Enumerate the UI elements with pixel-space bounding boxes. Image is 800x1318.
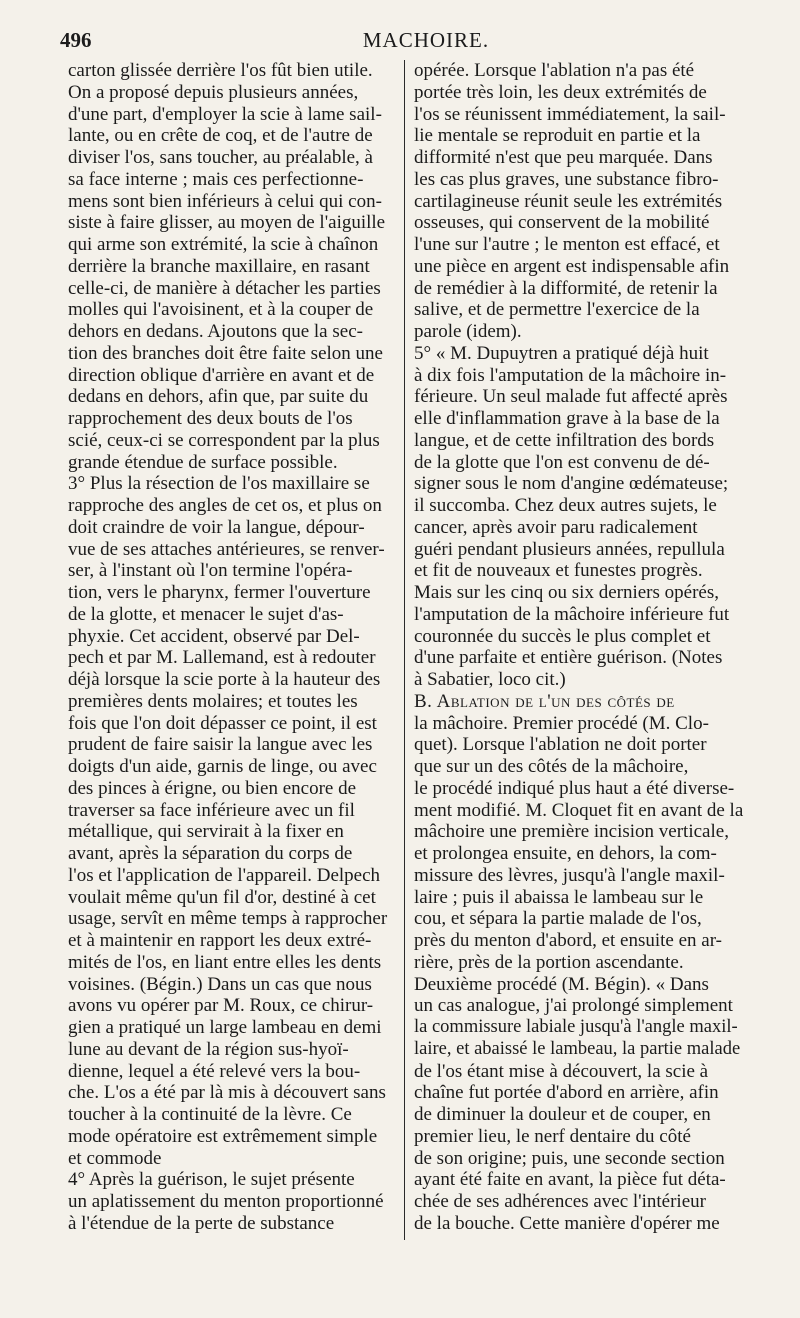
- text-line: portée très loin, les deux extrémités de: [414, 81, 707, 103]
- column-divider: [404, 60, 405, 1240]
- text-line: ser, à l'instant où l'on termine l'opéra-: [68, 560, 353, 582]
- page-number: 496: [60, 28, 92, 52]
- text-line: opérée. Lorsque l'ablation n'a pas été: [414, 60, 695, 81]
- text-line: On a proposé depuis plusieurs années,: [68, 81, 359, 103]
- text-line: missure des lèvres, jusqu'à l'angle maxil-: [414, 864, 725, 886]
- text-line: lune au devant de la région sus-hyoï-: [68, 1038, 349, 1060]
- text-line: ayant été faite en avant, la pièce fut déta-: [414, 1169, 726, 1191]
- text-line: Mais sur les cinq ou six derniers opérés,: [414, 582, 719, 603]
- text-line: mâchoire une première incision verticale,: [414, 821, 729, 843]
- text-line: rapproche des angles de cet os, et plus on: [68, 495, 382, 516]
- text-line: laire, et abaissé le lambeau, la partie malade: [414, 1038, 741, 1059]
- text-line: rapprochement des deux bouts de l'os: [68, 408, 353, 429]
- text-line: premières dents molaires; et toutes les: [68, 690, 358, 712]
- text-line: osseuses, qui conservent de la mobilité: [414, 212, 710, 234]
- text-line: molles qui l'avoisinent, et à la couper de: [68, 299, 374, 321]
- page-header: [60, 28, 752, 58]
- text-line: cancer, après avoir paru radicalement: [414, 516, 698, 538]
- text-line: tion, vers le pharynx, fermer l'ouverture: [68, 582, 371, 603]
- text-line: d'une parfaite et entière guérison. (Notes: [414, 647, 723, 669]
- text-line: difformité n'est que peu marquée. Dans: [414, 147, 713, 168]
- text-line: voulait même qu'un fil d'or, destiné à cet: [68, 886, 376, 908]
- text-line: guéri pendant plusieurs années, repullula: [414, 538, 725, 560]
- text-line: gien a pratiqué un large lambeau en demi: [68, 1017, 382, 1038]
- text-line: chaîne fut portée d'abord en arrière, afin: [414, 1082, 719, 1104]
- text-line: des pinces à érigne, ou bien encore de: [68, 777, 357, 799]
- text-line: siste à faire glisser, au moyen de l'aiguille: [68, 212, 386, 234]
- text-line: déjà lorsque la scie porte à la hauteur des: [68, 669, 381, 690]
- text-line: toucher à la continuité de la lèvre. Ce: [68, 1104, 352, 1125]
- text-line: derrière la branche maxillaire, en rasant: [68, 255, 370, 277]
- text-line: salive, et de permettre l'exercice de la: [414, 299, 700, 321]
- text-line: voisines. (Bégin.) Dans un cas que nous: [68, 973, 372, 995]
- text-line: une pièce en argent est indispensable afin: [414, 255, 730, 277]
- text-line: lie mentale se reproduit en partie et la: [414, 125, 701, 147]
- text-line: le procédé indiqué plus haut a été diverse-: [414, 777, 735, 799]
- text-line: de la bouche. Cette manière d'opérer me: [414, 1212, 720, 1234]
- text-line: carton glissée derrière l'os fût bien utile.: [68, 60, 373, 81]
- text-line: près du menton d'abord, et ensuite en ar-: [414, 930, 722, 951]
- text-line: signer sous le nom d'angine œdémateuse;: [414, 473, 729, 495]
- text-line: quet). Lorsque l'ablation ne doit porter: [414, 734, 707, 756]
- text-line: mens sont bien inférieurs à celui qui con-: [68, 190, 382, 212]
- text-line: de son origine; puis, une seconde section: [414, 1147, 725, 1169]
- text-line: vue de ses attaches antérieures, se renver-: [68, 538, 385, 560]
- text-line: un aplatissement du menton proportionné: [68, 1191, 384, 1212]
- text-line: dehors en dedans. Ajoutons que la sec-: [68, 321, 363, 342]
- text-line: que sur un des côtés de la mâchoire,: [414, 756, 689, 777]
- text-line: Deuxième procédé (M. Bégin). « Dans: [414, 973, 709, 995]
- text-line: sa face interne ; mais ces perfectionne-: [68, 168, 364, 190]
- text-line: l'os se réunissent immédiatement, la sail-: [414, 103, 726, 125]
- right-column: [414, 60, 744, 1235]
- text-line: l'une sur l'autre ; le menton est effacé, et: [414, 234, 720, 255]
- text-line: un cas analogue, j'ai prolongé simplement: [414, 995, 733, 1017]
- text-line: pech et par M. Lallemand, est à redouter: [68, 647, 376, 669]
- text-line: parole (idem).: [414, 321, 522, 342]
- text-line: rière, près de la portion ascendante.: [414, 951, 684, 973]
- text-line: la mâchoire. Premier procédé (M. Clo-: [414, 712, 709, 734]
- text-line: la commissure labiale jusqu'à l'angle maxil-: [414, 1017, 738, 1037]
- text-line: direction oblique d'arrière en avant et de: [68, 364, 375, 386]
- text-line: férieure. Un seul malade fut affecté après: [414, 386, 728, 408]
- text-line: mités de l'os, en liant entre elles les dents: [68, 951, 382, 973]
- text-line: l'os et l'application de l'appareil. Delpech: [68, 864, 381, 886]
- text-line: et commode: [68, 1147, 162, 1169]
- text-line: et à maintenir en rapport les deux extré-: [68, 930, 372, 951]
- text-line: scié, ceux-ci se correspondent par la plus: [68, 429, 380, 451]
- text-line: lante, ou en crête de coq, et de l'autre de: [68, 125, 373, 147]
- text-line: grande étendue de surface possible.: [68, 451, 338, 473]
- text-line: che. L'os a été par là mis à découvert sans: [68, 1082, 386, 1104]
- text-line: l'amputation de la mâchoire inférieure fut: [414, 603, 730, 625]
- text-line: qui arme son extrémité, la scie à chaînon: [68, 234, 379, 255]
- text-line: cartilagineuse réunit seule les extrémités: [414, 190, 723, 212]
- text-line: ment modifié. M. Cloquet fit en avant de la: [414, 799, 744, 821]
- text-line: traverser sa face inférieure avec un fil: [68, 799, 355, 821]
- text-line: 3° Plus la résection de l'os maxillaire se: [68, 473, 370, 495]
- text-line: laire ; puis il abaissa le lambeau sur le: [414, 886, 704, 908]
- text-line: et prolongea ensuite, en dehors, la com-: [414, 843, 717, 864]
- text-line: couronnée du succès le plus complet et: [414, 625, 711, 647]
- text-line: de la glotte que l'on est convenu de dé-: [414, 451, 710, 473]
- text-line: de l'os étant mise à découvert, la scie à: [414, 1060, 709, 1082]
- text-line: usage, servît en même temps à rapprocher: [68, 908, 388, 930]
- text-line: chée de ses adhérences avec l'intérieur: [414, 1191, 706, 1212]
- text-line: métallique, qui servirait à la fixer en: [68, 821, 344, 843]
- text-line: avons vu opérer par M. Roux, ce chirur-: [68, 995, 374, 1017]
- text-line: de remédier à la difformité, de retenir la: [414, 277, 718, 299]
- text-line: dedans en dehors, afin que, par suite du: [68, 386, 369, 408]
- text-line: 5° « M. Dupuytren a pratiqué déjà huit: [414, 342, 709, 364]
- text-line: elle d'inflammation grave à la base de la: [414, 408, 720, 429]
- text-line: cou, et sépara la partie malade de l'os,: [414, 908, 702, 930]
- text-line: à l'étendue de la perte de substance: [68, 1212, 335, 1234]
- text-line: B. Ablation de l'un des côtés de: [414, 690, 675, 712]
- text-line: à Sabatier, loco cit.): [414, 669, 566, 690]
- text-line: celle-ci, de manière à détacher les parties: [68, 277, 381, 299]
- text-line: phyxie. Cet accident, observé par Del-: [68, 625, 360, 647]
- text-line: fois que l'on doit dépasser ce point, il est: [68, 712, 377, 734]
- text-line: doigts d'un aide, garnis de linge, ou avec: [68, 756, 377, 777]
- running-title: MACHOIRE.: [362, 28, 490, 52]
- text-line: et fit de nouveaux et funestes progrès.: [414, 560, 703, 582]
- text-line: diviser l'os, sans toucher, au préalable, à: [68, 147, 373, 168]
- text-line: de diminuer la douleur et de couper, en: [414, 1104, 711, 1125]
- text-line: avant, après la séparation du corps de: [68, 843, 353, 864]
- text-line: les cas plus graves, une substance fibro-: [414, 168, 719, 190]
- text-line: d'une part, d'employer la scie à lame sail-: [68, 103, 382, 125]
- text-line: à dix fois l'amputation de la mâchoire in-: [414, 364, 727, 386]
- text-line: mode opératoire est extrêmement simple: [68, 1125, 378, 1147]
- text-line: de la glotte, et menacer le sujet d'as-: [68, 603, 344, 625]
- text-line: dienne, lequel a été relevé vers la bou-: [68, 1060, 361, 1082]
- text-line: 4° Après la guérison, le sujet présente: [68, 1169, 355, 1191]
- text-line: tion des branches doit être faite selon une: [68, 342, 383, 364]
- text-line: doit craindre de voir la langue, dépour-: [68, 516, 365, 538]
- left-column: [68, 60, 403, 1235]
- text-line: il succomba. Chez deux autres sujets, le: [414, 495, 717, 516]
- text-line: premier lieu, le nerf dentaire du côté: [414, 1125, 691, 1147]
- text-line: prudent de faire saisir la langue avec les: [68, 734, 373, 756]
- text-line: langue, et de cette infiltration des bords: [414, 429, 715, 451]
